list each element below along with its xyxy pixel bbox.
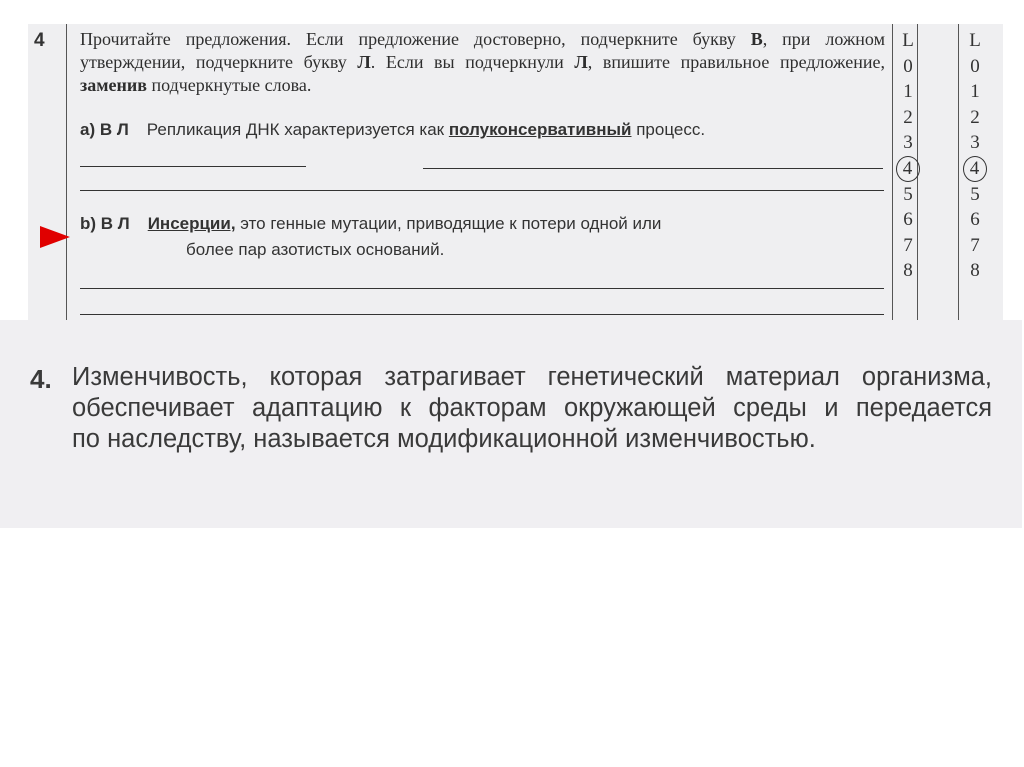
statement-line: Изменчивость, которая затрагивает генетический материал организма,	[72, 363, 992, 391]
column-divider	[66, 24, 67, 326]
statement-number: 4.	[30, 364, 52, 394]
grade-column-1: L 0 1 2 3 4 5 6 7 8	[894, 28, 922, 284]
answer-line	[80, 166, 306, 167]
item-b: b) В Л Инсерции, это генные мутации, приводящие к потери одной или	[80, 214, 662, 233]
underlined-term: полуконсервативный	[448, 120, 632, 139]
statement-text	[72, 362, 992, 455]
answer-line	[80, 190, 884, 191]
grade-column-2: L 0 1 2 3 4 5 6 7 8	[961, 28, 989, 284]
item-a: a) В Л Репликация ДНК характеризуется как полуконсервативный процесс.	[80, 120, 706, 139]
statement-line: обеспечивает адаптацию к факторам окружающей среды и передается	[72, 394, 992, 422]
circled-grade: 4	[896, 156, 920, 182]
underlined-term: Инсерции,	[147, 214, 236, 233]
question-number: 4	[34, 30, 45, 51]
statement-box	[0, 320, 1022, 528]
item-b-label: b) В Л	[80, 214, 130, 233]
column-divider	[892, 24, 893, 326]
answer-line	[423, 168, 883, 169]
answer-line	[80, 314, 884, 315]
exam-sheet	[28, 24, 1003, 326]
task-instruction: Прочитайте предложения. Если предложение достоверно, подчеркните букву В, при ложном утверждении, подчеркните букву Л. Если вы подчеркнули Л, впишите правильное предложение, заменив подчеркнутые слова.	[80, 29, 886, 95]
item-b-line2: более пар азотистых оснований.	[186, 240, 445, 259]
statement-line: по наследству, называется модификационной изменчивостью.	[72, 425, 816, 453]
item-a-label: a) В Л	[80, 120, 129, 139]
circled-grade: 4	[963, 156, 987, 182]
column-divider	[958, 24, 959, 326]
pointer-arrow-icon	[40, 226, 70, 248]
answer-line	[80, 288, 884, 289]
